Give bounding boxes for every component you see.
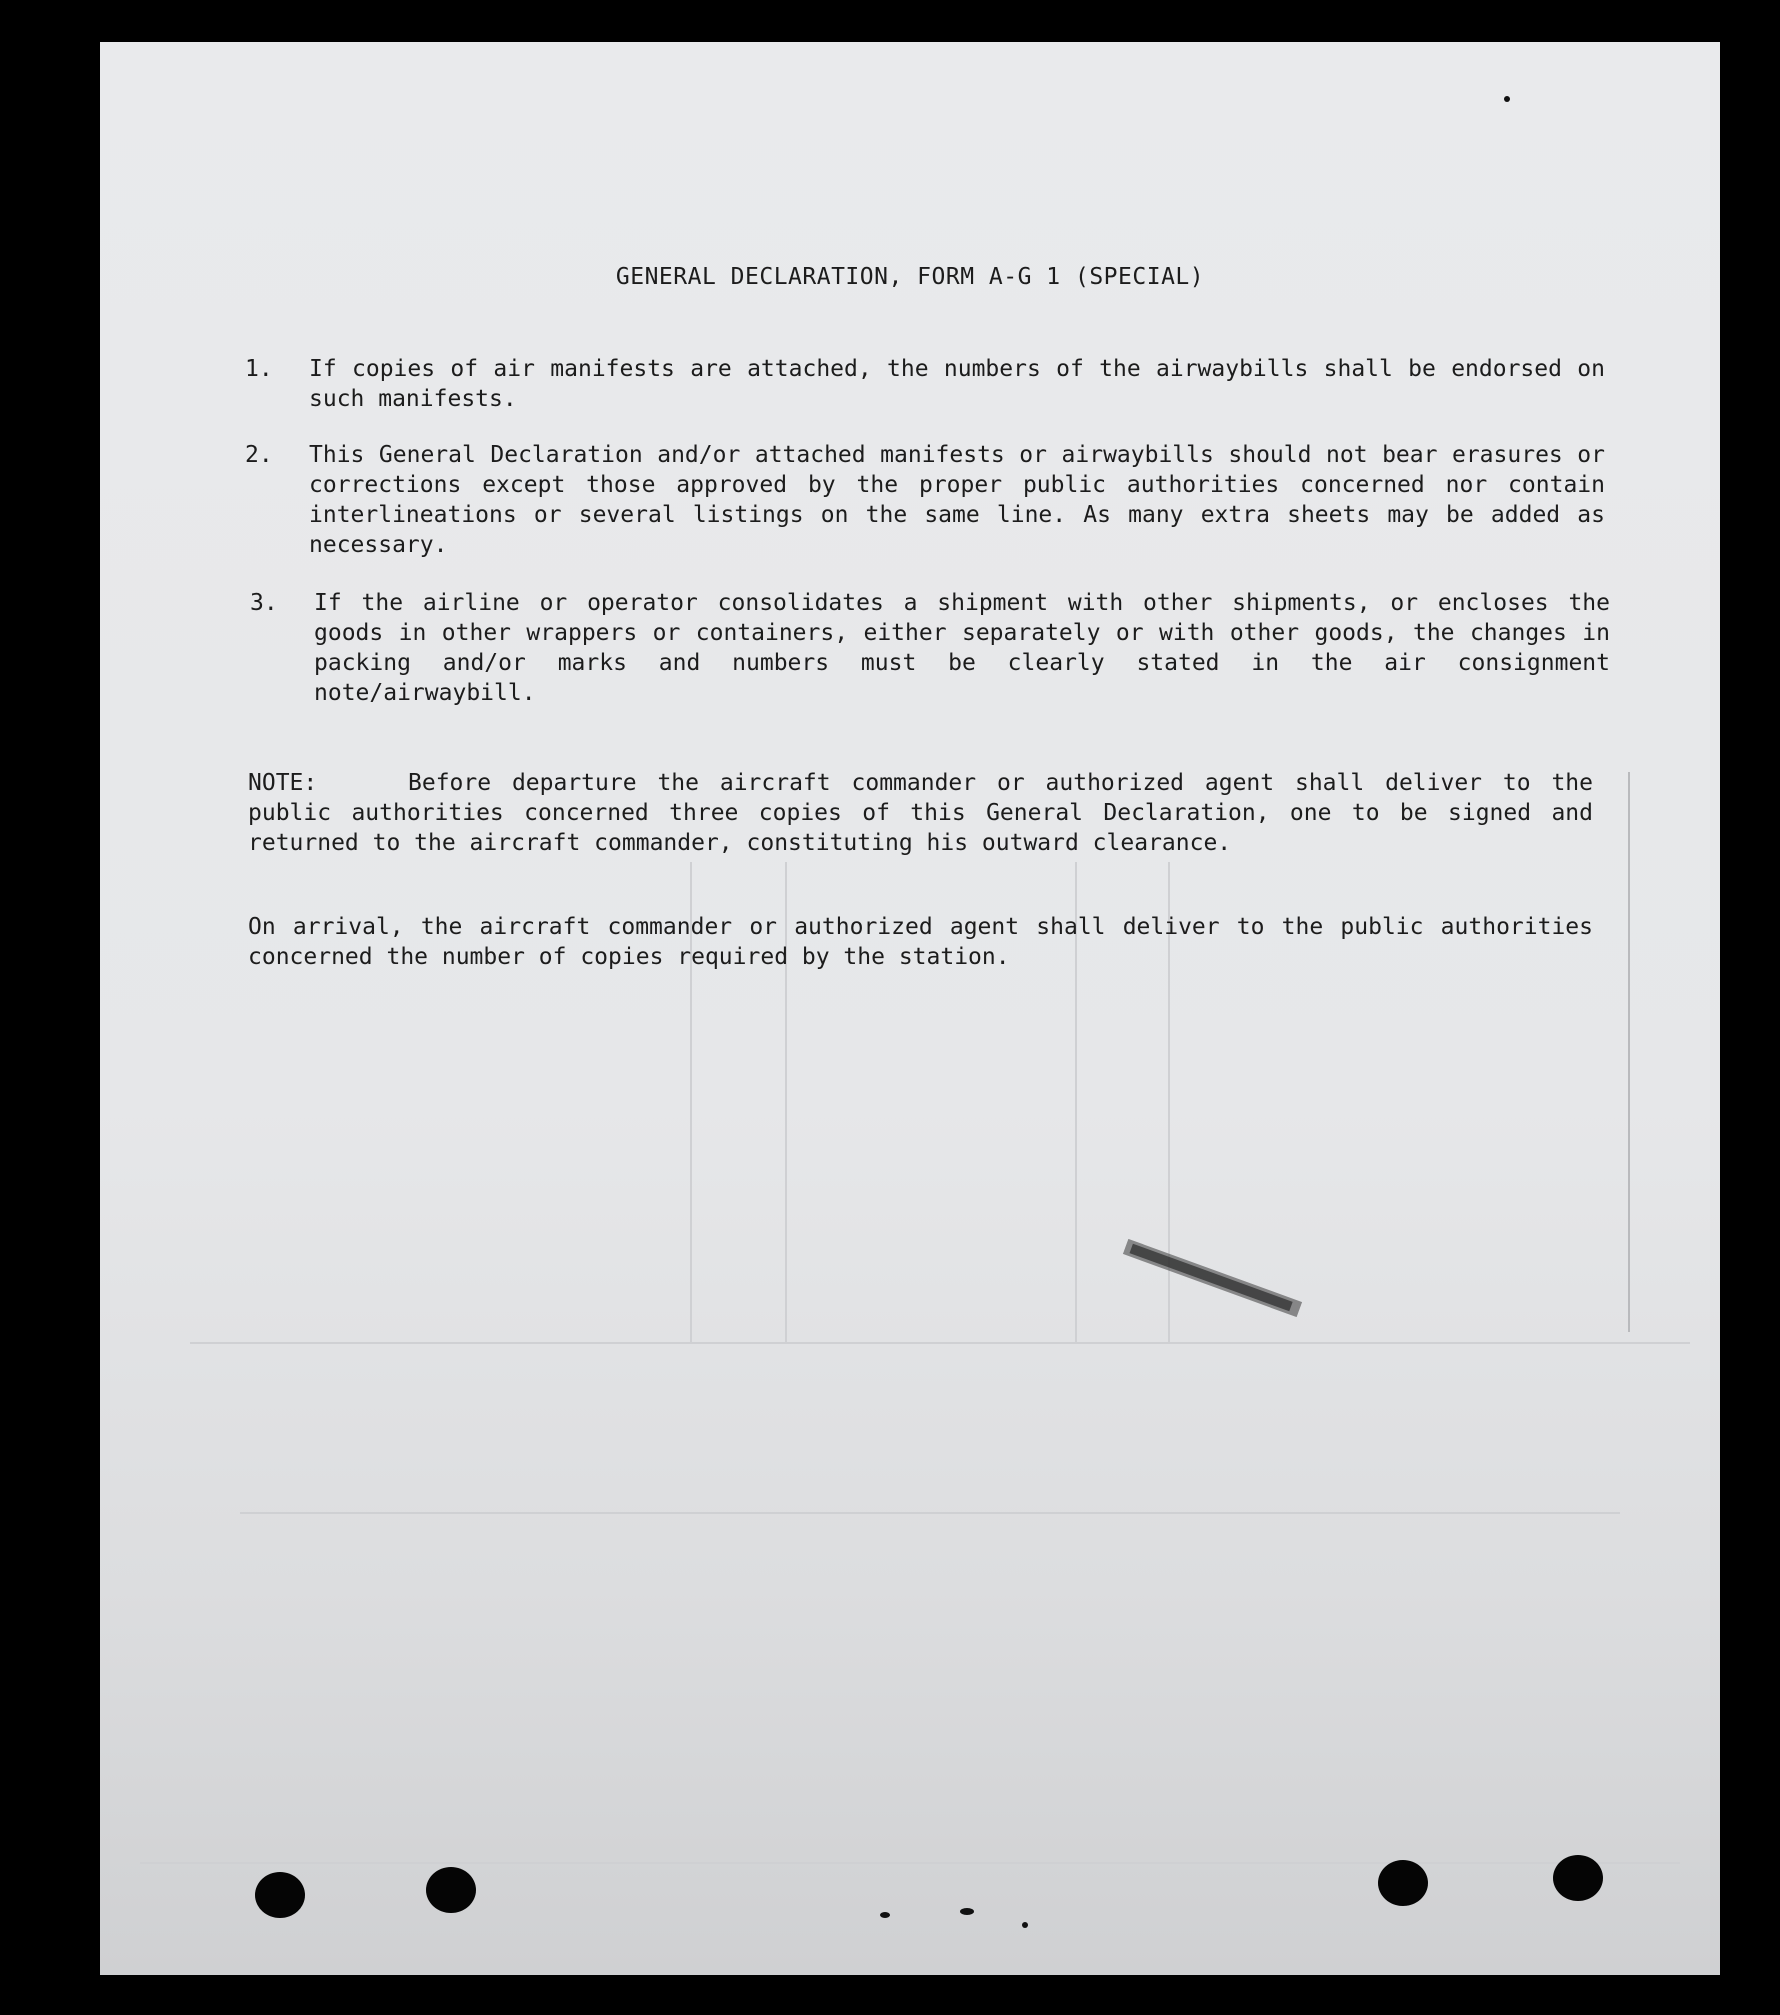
list-item-text: If copies of air manifests are attached, the numbers of the airwaybills shall be endorsed on such manifests. — [309, 356, 1605, 412]
document-title: GENERAL DECLARATION, FORM A-G 1 (SPECIAL) — [615, 264, 1205, 290]
list-item-number: 2. — [245, 442, 273, 468]
punch-hole — [255, 1872, 305, 1918]
list-item-text: If the airline or operator consolidates a shipment with other shipments, or encloses the goods in other wrappers or containers, either separately or with other goods, the changes in packing and/or marks and numbers must be clearly stated in the air consignment note/airwaybill. — [314, 590, 1610, 706]
margin-rule — [1628, 772, 1630, 1332]
document-body — [100, 42, 1720, 1975]
note-paragraph — [248, 768, 1593, 858]
list-item-1 — [245, 354, 1605, 414]
list-item-3 — [250, 588, 1610, 708]
speck — [960, 1908, 974, 1915]
punch-hole — [1553, 1855, 1603, 1901]
list-item-2 — [245, 440, 1605, 560]
list-item-number: 3. — [250, 590, 278, 616]
note-text: Before departure the aircraft commander or authorized agent shall deliver to the public authorities concerned three copies of this General Declaration, one to be signed and returned to the aircraft commander, constituting his outward clearance. — [248, 770, 1593, 856]
speck — [1504, 96, 1510, 102]
list-item-number: 1. — [245, 356, 273, 382]
speck — [1022, 1922, 1028, 1928]
speck — [880, 1912, 890, 1918]
list-item-text: This General Declaration and/or attached manifests or airwaybills should not bear erasures or corrections except those approved by the proper public authorities concerned nor contain interlineations or several listings on the same line. As many extra sheets may be added as necessary. — [309, 442, 1605, 558]
document-page — [100, 42, 1720, 1975]
punch-hole — [1378, 1860, 1428, 1906]
note-label: NOTE: — [248, 770, 318, 796]
arrival-paragraph: On arrival, the aircraft commander or authorized agent shall deliver to the public authorities concerned the number of copies required by the station. — [248, 914, 1593, 970]
punch-hole — [426, 1867, 476, 1913]
